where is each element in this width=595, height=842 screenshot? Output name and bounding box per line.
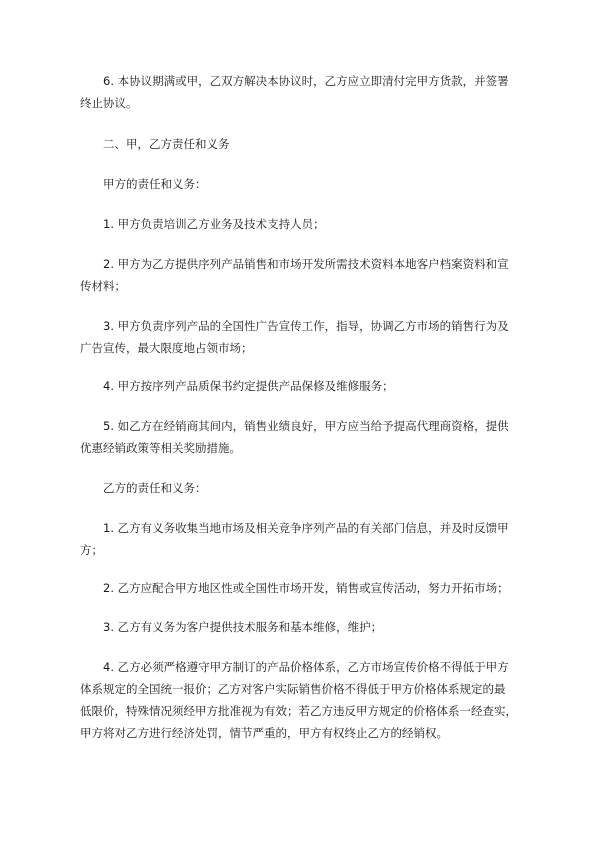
paragraph-line: 优惠经销政策等相关奖励措施。	[80, 441, 241, 455]
paragraph-line: 低限价，特殊情况须经甲方批准视为有效；若乙方违反甲方规定的价格体系一经查实，	[80, 704, 517, 718]
party-b-item-1	[80, 517, 523, 561]
paragraph-line: 2. 乙方应配合甲方地区性或全国性市场开发，销售或宣传活动，努力开拓市场；	[103, 581, 509, 595]
paragraph-line: 3. 甲方负责序列产品的全国性广告宣传工作，指导，协调乙方市场的销售行为及	[103, 319, 509, 333]
paragraph-line: 方；	[80, 543, 103, 557]
paragraph-line: 3. 乙方有义务为客户提供技术服务和基本维修，维护；	[103, 620, 383, 634]
party-b-item-2	[103, 577, 523, 599]
heading-text: 甲方的责任和义务：	[103, 177, 207, 191]
paragraph-line: 体系规定的全国统一报价；乙方对客户实际销售价格不得低于甲方价格体系规定的最	[80, 682, 506, 696]
paragraph-line: 2. 甲方为乙方提供序列产品销售和市场开发所需技术资料本地客户档案资料和宣	[103, 257, 509, 271]
paragraph-line: 4. 乙方必须严格遵守甲方制订的产品价格体系，乙方市场宣传价格不得低于甲方	[103, 660, 509, 674]
party-a-item-4	[103, 375, 523, 397]
heading-text: 乙方的责任和义务：	[103, 481, 207, 495]
heading-text: 二、甲，乙方责任和义务	[103, 137, 230, 151]
paragraph-line: 终止协议。	[80, 96, 138, 110]
party-a-item-5	[80, 415, 523, 459]
paragraph-line: 传材料；	[80, 279, 126, 293]
paragraph-line: 1. 乙方有义务收集当地市场及相关竞争序列产品的有关部门信息，并及时反馈甲	[103, 521, 509, 535]
party-b-item-3	[103, 616, 523, 638]
paragraph-line: 1. 甲方负责培训乙方业务及技术支持人员；	[103, 217, 325, 231]
party-b-heading	[103, 477, 523, 499]
paragraph-line: 广告宣传，最大限度地占领市场；	[80, 341, 253, 355]
paragraph-line: 6. 本协议期满或甲，乙双方解决本协议时，乙方应立即清付完甲方货款，并签署	[103, 74, 509, 88]
party-a-heading	[103, 173, 523, 195]
paragraph-article-6	[80, 70, 523, 114]
party-a-item-3	[80, 315, 523, 359]
paragraph-line: 5. 如乙方在经销商其间内，销售业绩良好，甲方应当给予提高代理商资格，提供	[103, 419, 509, 433]
party-a-item-1	[103, 213, 523, 235]
party-a-item-2	[80, 253, 523, 297]
paragraph-line: 4. 甲方按序列产品质保书约定提供产品保修及维修服务；	[103, 379, 394, 393]
section-heading	[103, 133, 523, 155]
party-b-item-4	[80, 656, 523, 744]
paragraph-line: 甲方将对乙方进行经济处罚，情节严重的，甲方有权终止乙方的经销权。	[80, 726, 448, 740]
